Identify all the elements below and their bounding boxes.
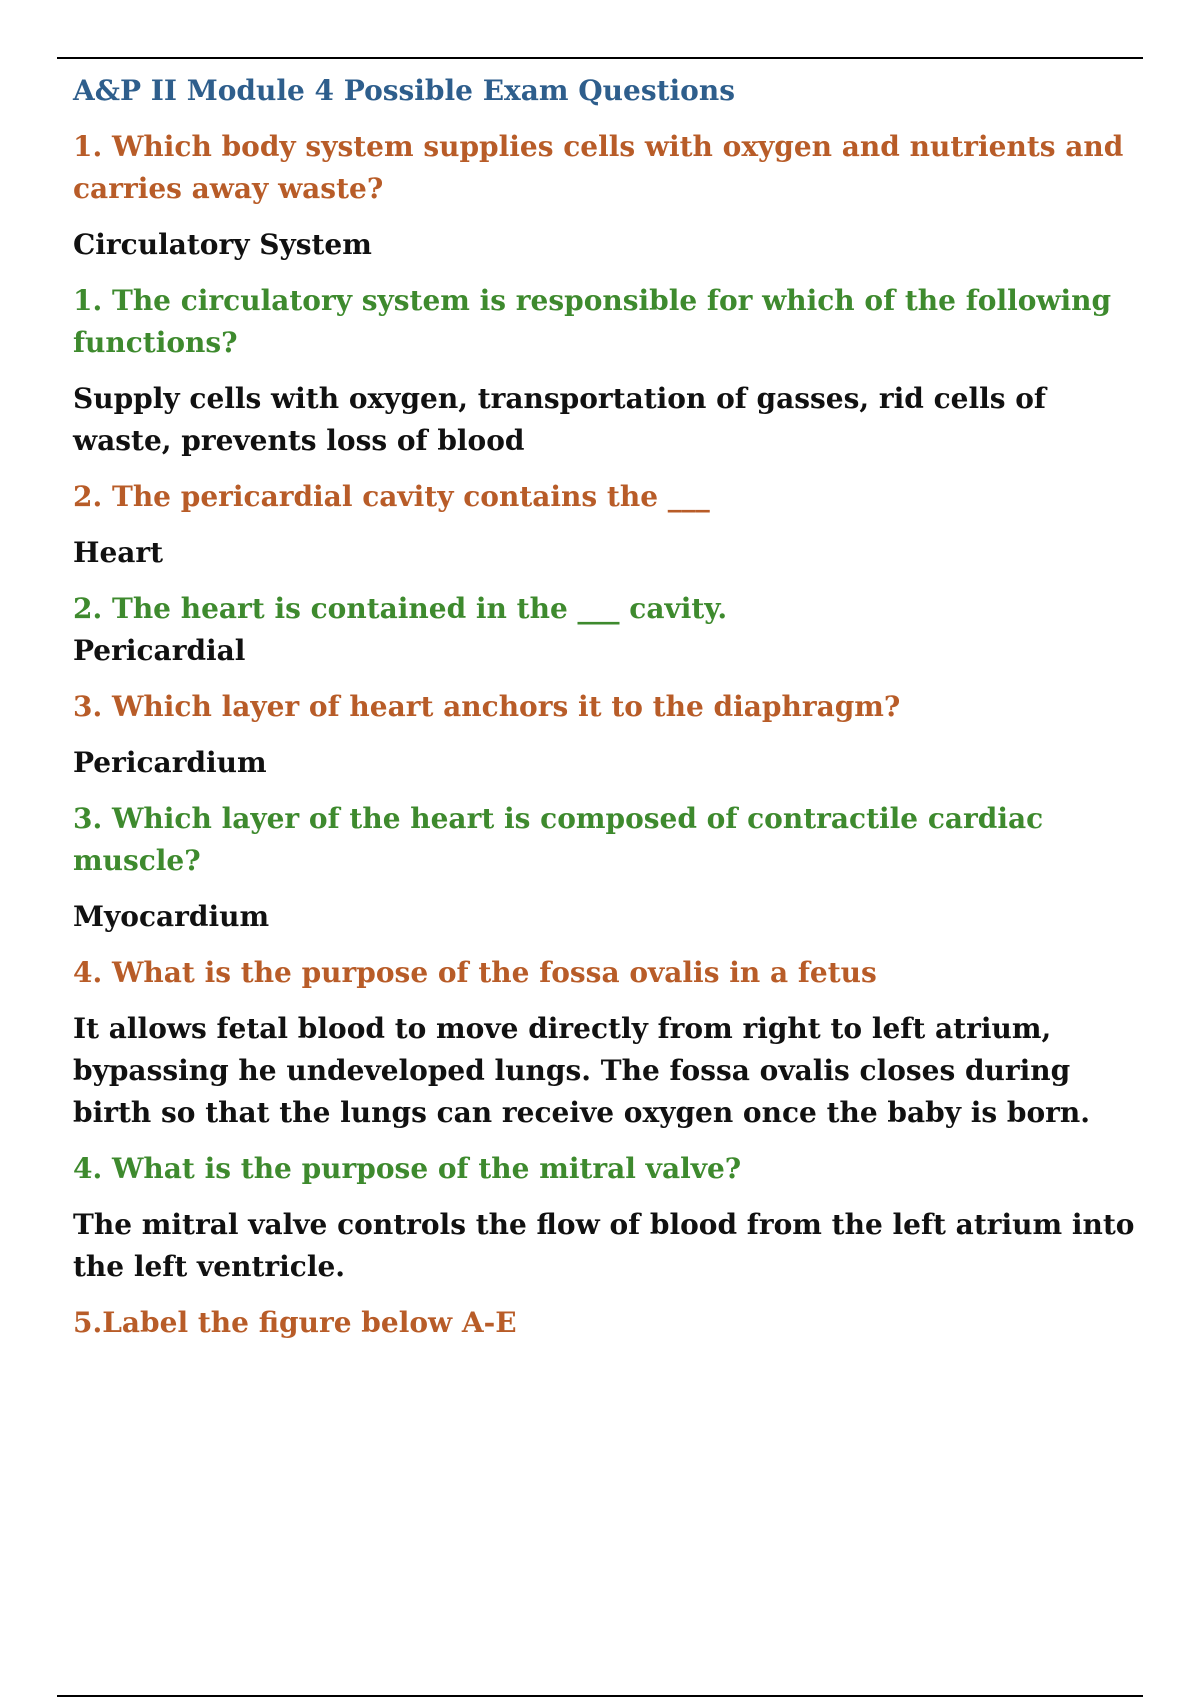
answer-3a: Pericardium xyxy=(73,746,267,779)
question-3b: 3. Which layer of the heart is composed of contractile cardiac muscle? xyxy=(73,802,1044,877)
document-body xyxy=(73,70,1143,1358)
answer-1b: Supply cells with oxygen, transportation of gasses, rid cells of waste, prevents loss of blood xyxy=(73,382,1046,457)
question-2a: 2. The pericardial cavity contains the ___ xyxy=(73,480,710,513)
question-2b: 2. The heart is contained in the ___ cavity. xyxy=(73,592,728,625)
answer-2a: Heart xyxy=(73,536,164,569)
answer-1a: Circulatory System xyxy=(73,228,372,261)
question-4a: 4. What is the purpose of the fossa ovalis in a fetus xyxy=(73,956,877,989)
answer-4a: It allows fetal blood to move directly from right to left atrium, bypassing he undeveloped lungs. The fossa ovalis closes during birth so that the lungs can receive oxygen once the baby is born. xyxy=(73,1012,1091,1129)
question-1b: 1. The circulatory system is responsible for which of the following functions? xyxy=(73,284,1112,359)
question-5: 5.Label the figure below A-E xyxy=(73,1306,517,1339)
question-4b: 4. What is the purpose of the mitral valve? xyxy=(73,1152,742,1185)
question-3a: 3. Which layer of heart anchors it to the diaphragm? xyxy=(73,690,901,723)
top-rule xyxy=(57,57,1143,59)
answer-4b: The mitral valve controls the flow of blood from the left atrium into the left ventricle. xyxy=(73,1208,1135,1283)
bottom-rule xyxy=(57,1695,1143,1697)
answer-3b: Myocardium xyxy=(73,900,270,933)
answer-2b: Pericardial xyxy=(73,634,246,667)
document-title: A&P II Module 4 Possible Exam Questions xyxy=(73,74,735,107)
question-1a: 1. Which body system supplies cells with oxygen and nutrients and carries away waste? xyxy=(73,130,1124,205)
